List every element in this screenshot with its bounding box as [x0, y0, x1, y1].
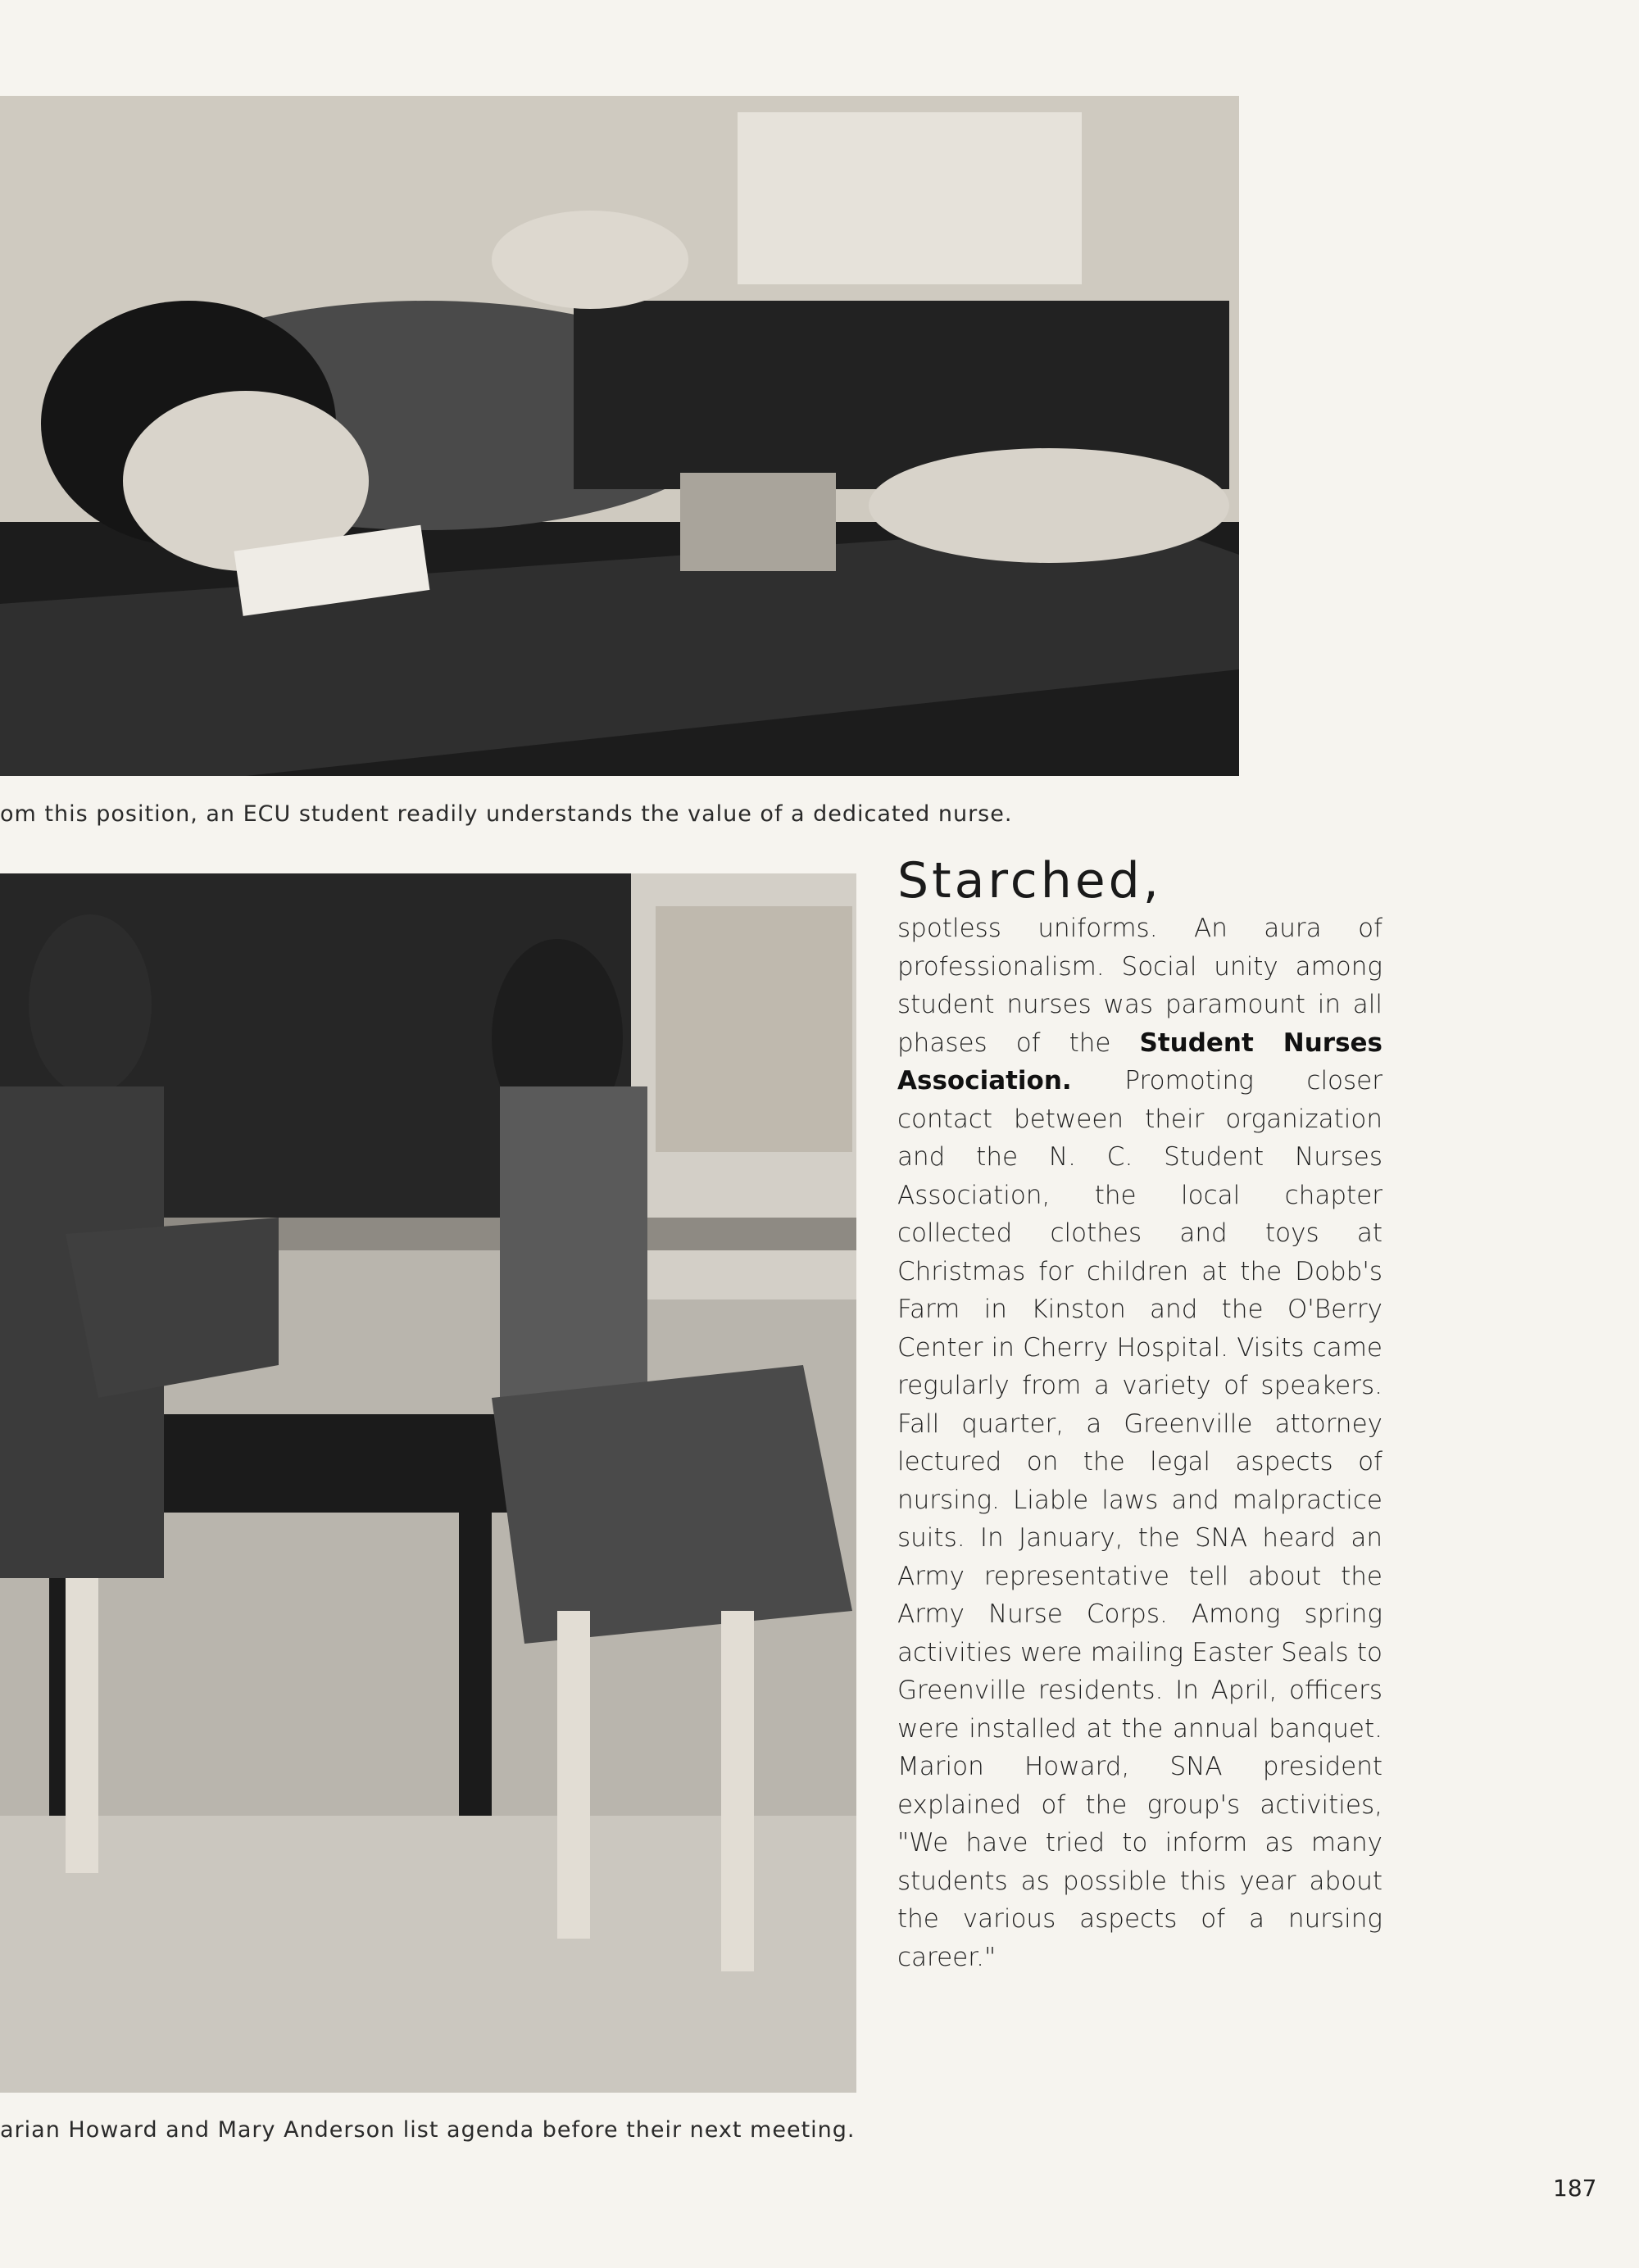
photo-blood-donation [0, 96, 1239, 776]
caption-bottom: arian Howard and Mary Anderson list agenda before their next meeting. [0, 2117, 856, 2143]
photo-nursing-students-meeting [0, 873, 856, 2093]
body-segment: spotless uniforms. An aura of professionalism. Social unity among student nurses was paramount in all phases of the [897, 914, 1382, 1058]
photo-blood-donation-image [0, 96, 1239, 776]
article-heading: Starched, [897, 852, 1162, 909]
body-segment: Promoting closer contact between their organization and the N. C. Student Nurses Association, the local chapter collected clothes and toys at Christmas for children at the Dobb's Farm in Kinston and the O'Berry Center in Cherry Hospital. Visits came regularly from a variety of speakers. Fall quarter, a Greenville attorney lectured on the legal aspects of nursing. Liable laws and malpractice suits. In January, the SNA heard an Army representative tell about the Army Nurse Corps. Among spring activities were mailing Easter Seals to Greenville residents. In April, officers were installed at the annual banquet. Marion Howard, SNA president explained of the group's activities, "We have tried to inform as many students as possible this year about the various aspects of a nursing career." [897, 1066, 1382, 1972]
caption-top: om this position, an ECU student readily understands the value of a dedicated nurse. [0, 801, 1013, 827]
body-segment-bold: Student Nurses Association. [897, 1027, 1383, 1095]
article-body [897, 909, 1382, 1976]
photo-nursing-students-meeting-image [0, 873, 856, 2093]
page-number: 187 [1553, 2175, 1597, 2202]
